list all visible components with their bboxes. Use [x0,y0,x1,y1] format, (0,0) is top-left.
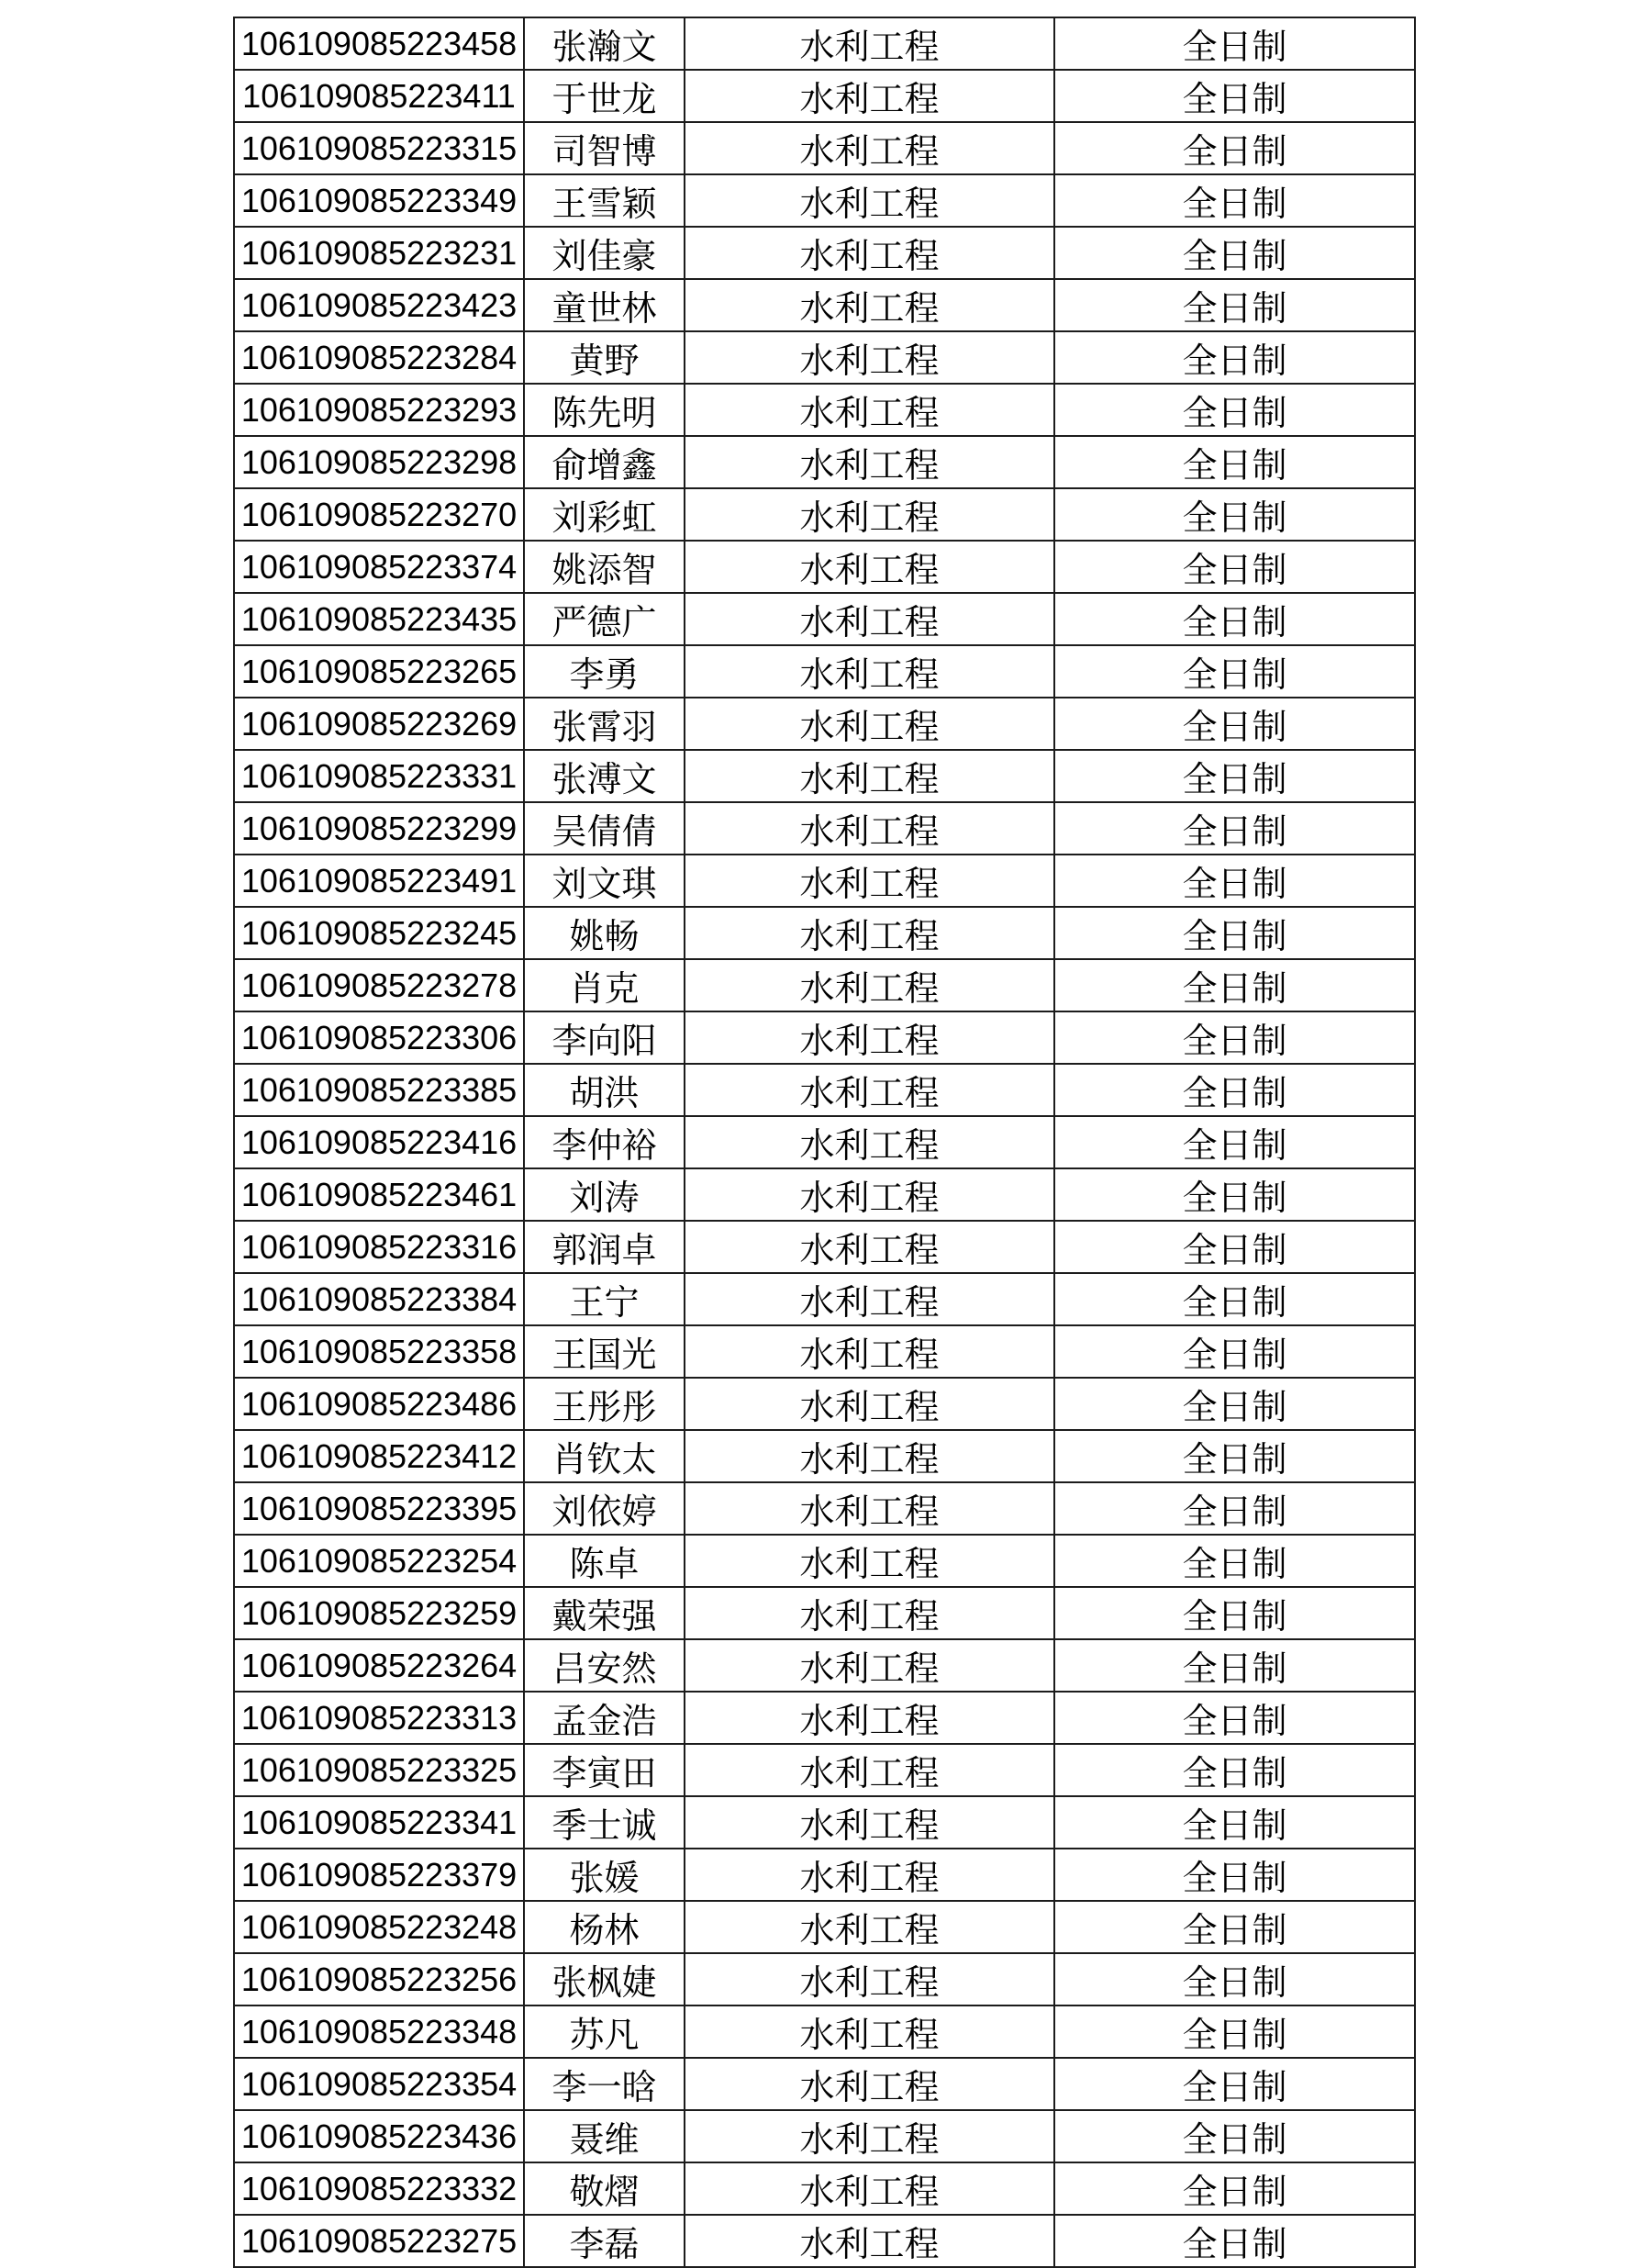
study-mode-cell: 全日制 [1054,1639,1415,1692]
study-mode-cell: 全日制 [1054,802,1415,855]
major-cell: 水利工程 [685,541,1054,593]
table-row [234,2215,1415,2267]
candidate-name-cell: 刘佳豪 [524,227,685,279]
candidate-name-cell: 胡洪 [524,1064,685,1116]
major-cell: 水利工程 [685,384,1054,436]
major-cell: 水利工程 [685,1796,1054,1849]
table-row [234,1325,1415,1378]
candidate-id-cell: 106109085223275 [234,2215,524,2267]
table-row [234,1849,1415,1901]
candidate-name-cell: 俞增鑫 [524,436,685,488]
table-row [234,488,1415,541]
study-mode-cell: 全日制 [1054,1901,1415,1953]
candidate-id-cell: 106109085223395 [234,1482,524,1535]
major-cell: 水利工程 [685,1325,1054,1378]
study-mode-cell: 全日制 [1054,2215,1415,2267]
table-row [234,1011,1415,1064]
candidate-id-cell: 106109085223348 [234,2005,524,2058]
study-mode-cell: 全日制 [1054,331,1415,384]
major-cell: 水利工程 [685,2110,1054,2162]
candidate-name-cell: 肖克 [524,959,685,1011]
table-row [234,1064,1415,1116]
table-row [234,1587,1415,1639]
candidate-name-cell: 吕安然 [524,1639,685,1692]
candidate-name-cell: 聂维 [524,2110,685,2162]
table-row [234,698,1415,750]
table-row [234,1482,1415,1535]
candidate-id-cell: 106109085223423 [234,279,524,331]
table-row [234,1168,1415,1221]
candidate-name-cell: 姚添智 [524,541,685,593]
candidate-name-cell: 杨林 [524,1901,685,1953]
candidate-name-cell: 戴荣强 [524,1587,685,1639]
candidate-id-cell: 106109085223299 [234,802,524,855]
study-mode-cell: 全日制 [1054,645,1415,698]
study-mode-cell: 全日制 [1054,1221,1415,1273]
study-mode-cell: 全日制 [1054,541,1415,593]
candidate-id-cell: 106109085223269 [234,698,524,750]
major-cell: 水利工程 [685,227,1054,279]
candidate-name-cell: 王雪颖 [524,174,685,227]
candidate-id-cell: 106109085223248 [234,1901,524,1953]
candidate-name-cell: 季士诚 [524,1796,685,1849]
candidate-name-cell: 张瀚文 [524,17,685,70]
major-cell: 水利工程 [685,1168,1054,1221]
study-mode-cell: 全日制 [1054,1116,1415,1168]
candidate-id-cell: 106109085223265 [234,645,524,698]
candidate-name-cell: 苏凡 [524,2005,685,2058]
major-cell: 水利工程 [685,698,1054,750]
study-mode-cell: 全日制 [1054,750,1415,802]
major-cell: 水利工程 [685,436,1054,488]
major-cell: 水利工程 [685,1482,1054,1535]
candidate-id-cell: 106109085223435 [234,593,524,645]
major-cell: 水利工程 [685,1535,1054,1587]
candidate-name-cell: 郭润卓 [524,1221,685,1273]
candidate-name-cell: 李仲裕 [524,1116,685,1168]
candidate-name-cell: 黄野 [524,331,685,384]
candidate-name-cell: 肖钦太 [524,1430,685,1482]
study-mode-cell: 全日制 [1054,1744,1415,1796]
table-row [234,384,1415,436]
table-row [234,645,1415,698]
candidate-id-cell: 106109085223284 [234,331,524,384]
study-mode-cell: 全日制 [1054,1587,1415,1639]
major-cell: 水利工程 [685,750,1054,802]
table-row [234,1744,1415,1796]
major-cell: 水利工程 [685,1221,1054,1273]
major-cell: 水利工程 [685,1901,1054,1953]
candidate-id-cell: 106109085223325 [234,1744,524,1796]
major-cell: 水利工程 [685,593,1054,645]
study-mode-cell: 全日制 [1054,227,1415,279]
major-cell: 水利工程 [685,1378,1054,1430]
roster-body [234,17,1415,2267]
candidate-id-cell: 106109085223306 [234,1011,524,1064]
major-cell: 水利工程 [685,1849,1054,1901]
table-row [234,174,1415,227]
major-cell: 水利工程 [685,1953,1054,2005]
study-mode-cell: 全日制 [1054,2162,1415,2215]
major-cell: 水利工程 [685,959,1054,1011]
table-row [234,2162,1415,2215]
study-mode-cell: 全日制 [1054,907,1415,959]
study-mode-cell: 全日制 [1054,959,1415,1011]
major-cell: 水利工程 [685,2215,1054,2267]
candidate-id-cell: 106109085223358 [234,1325,524,1378]
candidate-id-cell: 106109085223264 [234,1639,524,1692]
major-cell: 水利工程 [685,907,1054,959]
candidate-id-cell: 106109085223379 [234,1849,524,1901]
study-mode-cell: 全日制 [1054,1796,1415,1849]
table-row [234,959,1415,1011]
major-cell: 水利工程 [685,1116,1054,1168]
candidate-name-cell: 王宁 [524,1273,685,1325]
major-cell: 水利工程 [685,279,1054,331]
candidate-name-cell: 李一晗 [524,2058,685,2110]
major-cell: 水利工程 [685,1692,1054,1744]
major-cell: 水利工程 [685,2005,1054,2058]
table-row [234,1430,1415,1482]
candidate-id-cell: 106109085223436 [234,2110,524,2162]
candidate-id-cell: 106109085223259 [234,1587,524,1639]
candidate-name-cell: 刘彩虹 [524,488,685,541]
table-row [234,1221,1415,1273]
table-row [234,1535,1415,1587]
candidate-name-cell: 刘涛 [524,1168,685,1221]
table-row [234,802,1415,855]
major-cell: 水利工程 [685,2162,1054,2215]
candidate-name-cell: 李勇 [524,645,685,698]
candidate-id-cell: 106109085223412 [234,1430,524,1482]
study-mode-cell: 全日制 [1054,2058,1415,2110]
candidate-id-cell: 106109085223416 [234,1116,524,1168]
major-cell: 水利工程 [685,2058,1054,2110]
table-row [234,541,1415,593]
study-mode-cell: 全日制 [1054,1692,1415,1744]
study-mode-cell: 全日制 [1054,2110,1415,2162]
major-cell: 水利工程 [685,174,1054,227]
study-mode-cell: 全日制 [1054,1064,1415,1116]
study-mode-cell: 全日制 [1054,1273,1415,1325]
study-mode-cell: 全日制 [1054,1168,1415,1221]
study-mode-cell: 全日制 [1054,1325,1415,1378]
table-row [234,1116,1415,1168]
table-row [234,2110,1415,2162]
study-mode-cell: 全日制 [1054,2005,1415,2058]
table-row [234,2005,1415,2058]
study-mode-cell: 全日制 [1054,1482,1415,1535]
candidate-name-cell: 孟金浩 [524,1692,685,1744]
candidate-name-cell: 敬熠 [524,2162,685,2215]
major-cell: 水利工程 [685,1587,1054,1639]
candidate-name-cell: 张溥文 [524,750,685,802]
candidate-id-cell: 106109085223461 [234,1168,524,1221]
candidate-name-cell: 于世龙 [524,70,685,122]
table-row [234,227,1415,279]
candidate-id-cell: 106109085223316 [234,1221,524,1273]
major-cell: 水利工程 [685,17,1054,70]
table-row [234,1953,1415,2005]
candidate-id-cell: 106109085223298 [234,436,524,488]
candidate-name-cell: 刘依婷 [524,1482,685,1535]
table-row [234,1273,1415,1325]
study-mode-cell: 全日制 [1054,384,1415,436]
study-mode-cell: 全日制 [1054,1953,1415,2005]
candidate-id-cell: 106109085223270 [234,488,524,541]
candidate-id-cell: 106109085223293 [234,384,524,436]
table-row [234,750,1415,802]
study-mode-cell: 全日制 [1054,174,1415,227]
candidate-name-cell: 姚畅 [524,907,685,959]
study-mode-cell: 全日制 [1054,1378,1415,1430]
table-row [234,436,1415,488]
candidate-id-cell: 106109085223332 [234,2162,524,2215]
candidate-id-cell: 106109085223486 [234,1378,524,1430]
major-cell: 水利工程 [685,70,1054,122]
candidate-name-cell: 童世林 [524,279,685,331]
candidate-name-cell: 张枫婕 [524,1953,685,2005]
candidate-name-cell: 王彤彤 [524,1378,685,1430]
study-mode-cell: 全日制 [1054,1011,1415,1064]
table-row [234,17,1415,70]
candidate-name-cell: 司智博 [524,122,685,174]
candidate-name-cell: 张霄羽 [524,698,685,750]
study-mode-cell: 全日制 [1054,698,1415,750]
major-cell: 水利工程 [685,802,1054,855]
candidate-id-cell: 106109085223331 [234,750,524,802]
study-mode-cell: 全日制 [1054,279,1415,331]
study-mode-cell: 全日制 [1054,1535,1415,1587]
admission-roster-table [233,17,1416,2268]
table-row [234,1901,1415,1953]
candidate-id-cell: 106109085223231 [234,227,524,279]
candidate-id-cell: 106109085223315 [234,122,524,174]
major-cell: 水利工程 [685,1064,1054,1116]
table-row [234,1796,1415,1849]
study-mode-cell: 全日制 [1054,70,1415,122]
major-cell: 水利工程 [685,331,1054,384]
major-cell: 水利工程 [685,1011,1054,1064]
table-row [234,331,1415,384]
major-cell: 水利工程 [685,1430,1054,1482]
study-mode-cell: 全日制 [1054,17,1415,70]
table-row [234,122,1415,174]
study-mode-cell: 全日制 [1054,855,1415,907]
major-cell: 水利工程 [685,1639,1054,1692]
table-row [234,907,1415,959]
major-cell: 水利工程 [685,488,1054,541]
study-mode-cell: 全日制 [1054,1430,1415,1482]
candidate-id-cell: 106109085223254 [234,1535,524,1587]
candidate-id-cell: 106109085223349 [234,174,524,227]
major-cell: 水利工程 [685,645,1054,698]
candidate-id-cell: 106109085223458 [234,17,524,70]
major-cell: 水利工程 [685,122,1054,174]
table-row [234,1639,1415,1692]
table-row [234,279,1415,331]
table-row [234,1692,1415,1744]
candidate-name-cell: 严德广 [524,593,685,645]
table-row [234,1378,1415,1430]
major-cell: 水利工程 [685,855,1054,907]
study-mode-cell: 全日制 [1054,593,1415,645]
candidate-id-cell: 106109085223313 [234,1692,524,1744]
major-cell: 水利工程 [685,1273,1054,1325]
candidate-id-cell: 106109085223384 [234,1273,524,1325]
candidate-id-cell: 106109085223491 [234,855,524,907]
major-cell: 水利工程 [685,1744,1054,1796]
candidate-name-cell: 陈先明 [524,384,685,436]
candidate-name-cell: 吴倩倩 [524,802,685,855]
candidate-id-cell: 106109085223278 [234,959,524,1011]
candidate-name-cell: 王国光 [524,1325,685,1378]
candidate-id-cell: 106109085223341 [234,1796,524,1849]
study-mode-cell: 全日制 [1054,488,1415,541]
candidate-name-cell: 陈卓 [524,1535,685,1587]
candidate-name-cell: 李磊 [524,2215,685,2267]
candidate-id-cell: 106109085223374 [234,541,524,593]
candidate-name-cell: 李寅田 [524,1744,685,1796]
candidate-id-cell: 106109085223354 [234,2058,524,2110]
candidate-id-cell: 106109085223256 [234,1953,524,2005]
table-row [234,2058,1415,2110]
candidate-id-cell: 106109085223385 [234,1064,524,1116]
candidate-name-cell: 李向阳 [524,1011,685,1064]
table-row [234,593,1415,645]
candidate-id-cell: 106109085223245 [234,907,524,959]
study-mode-cell: 全日制 [1054,436,1415,488]
candidate-name-cell: 刘文琪 [524,855,685,907]
table-row [234,855,1415,907]
candidate-id-cell: 106109085223411 [234,70,524,122]
study-mode-cell: 全日制 [1054,122,1415,174]
candidate-name-cell: 张媛 [524,1849,685,1901]
study-mode-cell: 全日制 [1054,1849,1415,1901]
table-row [234,70,1415,122]
